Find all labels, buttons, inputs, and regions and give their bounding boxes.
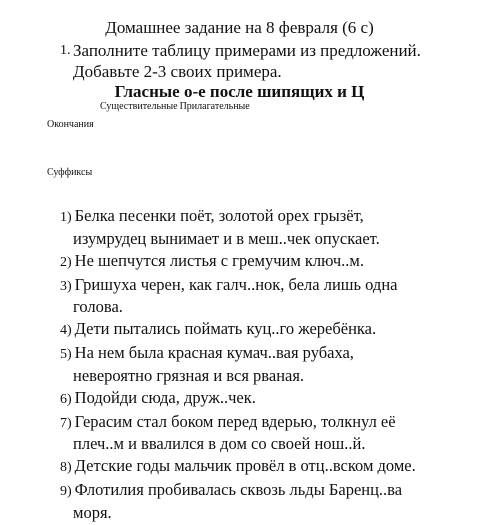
item-line-1: Дети пытались поймать куц..го жеребёнка.	[74, 319, 377, 338]
item-number: 4)	[60, 323, 72, 338]
task-text: Заполните таблицу примерами из предложений. Добавьте 2-3 своих примера.	[73, 41, 421, 81]
table-heading: Гласные о-е после шипящих и Ц	[114, 82, 365, 101]
item-number: 8)	[60, 460, 72, 475]
item-line-2: плеч..м и ввалился в дом со своей нош..й.	[73, 434, 366, 453]
list-item	[60, 388, 470, 411]
item-number: 6)	[60, 391, 72, 407]
item-line-1: Герасим стал боком перед вдерью, толкнул её	[74, 411, 396, 431]
sentence-list	[60, 206, 470, 525]
item-line-1: Детские годы мальчик провёл в отц..вском доме.	[74, 456, 416, 475]
list-item	[60, 456, 470, 479]
list-item	[60, 343, 470, 386]
list-item	[60, 251, 470, 274]
item-line-1: Флотилия пробивалась сквозь льды Баренц..ва	[74, 480, 403, 499]
item-number: 9)	[60, 484, 72, 499]
row-label-suffixes: Суффиксы	[47, 167, 93, 178]
column-header-nouns: Существительные	[100, 101, 178, 112]
item-number: 5)	[60, 347, 72, 362]
item-line-2: голова.	[73, 297, 123, 316]
item-line-2: невероятно грязная и вся рваная.	[73, 365, 305, 385]
list-item	[60, 275, 470, 318]
row-label-endings: Окончания	[47, 119, 94, 130]
item-number: 3)	[60, 278, 72, 294]
list-item	[60, 412, 470, 455]
item-line-1: На нем была красная кумач..вая рубаха,	[74, 343, 354, 362]
page-title: Домашнее задание на 8 февраля (6 с)	[105, 18, 374, 37]
item-line-1: Гришуха черен, как галч..нок, бела лишь одна	[74, 274, 398, 294]
task-number: 1.	[60, 43, 71, 58]
item-line-2: изумрудец вынимает и в меш..чек опускает.	[73, 228, 380, 248]
item-line-1: Подойди сюда, друж..чек.	[74, 387, 256, 407]
item-number: 1)	[60, 210, 72, 225]
item-line-2: моря.	[73, 502, 112, 522]
table-column-headers	[100, 101, 252, 113]
item-line-1: Белка песенки поёт, золотой орех грызёт,	[74, 206, 364, 225]
list-item	[60, 206, 470, 249]
item-number: 7)	[60, 415, 72, 431]
list-item	[60, 480, 470, 523]
column-header-adjectives: Прилагательные	[179, 101, 250, 112]
item-line-1: Не шепчутся листья с гремучим ключ..м.	[74, 250, 364, 270]
item-number: 2)	[60, 254, 72, 270]
list-item	[60, 319, 470, 342]
